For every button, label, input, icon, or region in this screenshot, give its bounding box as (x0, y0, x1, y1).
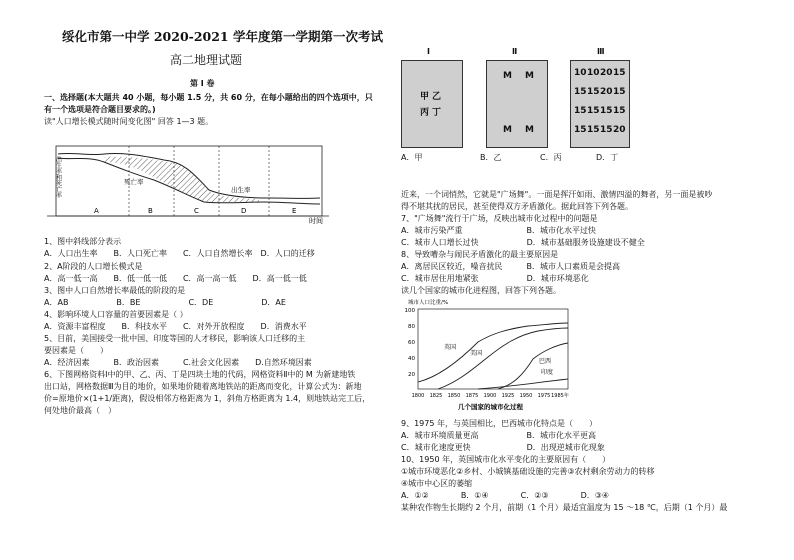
land-price-cell: 15 (600, 125, 613, 135)
question-line: 得不堪其扰的居民，甚至使得双方矛盾激化。据此回答下列各题。 (401, 202, 633, 211)
exam-title: 绥化市第一中学 2020-2021 学年度第一学期第一次考试 (62, 29, 383, 44)
question-line: 4、影响环境人口容量的首要因素是（ ） (44, 310, 188, 319)
chart-frame (418, 309, 568, 389)
series-india-line (478, 379, 568, 389)
series-label: 巴西 (539, 358, 552, 365)
question-line: 何处地价最高（ ） (44, 406, 116, 415)
stage-label: D (241, 207, 247, 215)
chart-title: 城市人口比重/% (408, 300, 449, 306)
x-tick: 1925 (501, 393, 515, 399)
x-tick: 1825 (429, 393, 443, 399)
y-tick: 20 (408, 372, 415, 378)
question-line: 某种农作物生长期约 2 个月，前期（1 个月）最适宜温度为 15 ～18 ℃，后期（1 个月）最 (401, 503, 728, 512)
question-line: C．城市人口增长过快 D．城市基础服务设施建设不健全 (401, 238, 645, 247)
stage-label: C (194, 207, 199, 215)
land-price-cell: 15 (587, 87, 600, 97)
question-line: ①城市环境恶化②乡村、小城镇基础设施的完善③农村剩余劳动力的转移 (401, 467, 655, 476)
question-line: 8、导致嘈杂与闹民矛盾激化的最主要原因是 (401, 250, 559, 259)
birth-rate-label: 出生率 (231, 186, 251, 194)
x-tick: 1875 (465, 393, 479, 399)
stage-label: E (292, 207, 297, 215)
x-tick: 1975 (537, 393, 551, 399)
x-tick: 1950 (519, 393, 533, 399)
section-heading: 一、选择题(本大题共 40 小题，每小题 1.5 分，共 60 分，在每小题给出的四个选项中，只 (44, 93, 373, 102)
question-line: 7、"广场舞"流行于广场，反映出城市化过程中的问题是 (401, 214, 598, 223)
x-tick: 1850 (447, 393, 461, 399)
chart-caption: 几个国家的城市化过程 (458, 403, 523, 411)
question-line: 价=原地价×(1+1/距离)，假设相邻方格距离为 1，斜角方格距离为 1.4，则地铁站完工后， (44, 394, 371, 403)
plot-label: 丁 (432, 108, 442, 118)
question-line: A．资源丰富程度 B．科技水平 C．对外开放程度 D．消费水平 (44, 322, 307, 331)
series-brazil-line (498, 343, 568, 389)
question-line: 1、图中斜线部分表示 (44, 237, 122, 246)
question-line: A．城市环境质量更高 B．城市化水平更高 (401, 431, 596, 440)
question-line: 6、下图网格资料Ⅰ中的甲、乙、丙、丁是四块土地的代码，网格资料Ⅱ中的 M 为新建地铁 (44, 370, 356, 379)
metro-marker: M (525, 71, 534, 81)
y-tick: 100 (404, 308, 415, 314)
series-label: 印度 (541, 369, 554, 376)
y-tick: 40 (408, 356, 415, 362)
y-tick: 60 (408, 340, 415, 346)
stage-label: B (148, 207, 153, 215)
plot-label: 甲 (420, 92, 430, 102)
x-tick: 1800 (411, 393, 425, 399)
question-line: A．经济因素 B．政治因素 C.社会文化因素 D.自然环境因素 (44, 358, 312, 367)
population-growth-chart (44, 132, 334, 224)
question-line: A．高一低一高 B．低一低一低 C．高一高一低 D．高一低一低 (44, 274, 307, 283)
question-line: 5、目前，美国接受一批中国、印度等国的人才移民，影响该人口迁移的主 (44, 334, 306, 343)
land-price-cell: 10 (587, 68, 600, 78)
question-line: A．城市污染严重 B．城市化水平过快 (401, 226, 596, 235)
grid-option: A．甲 (401, 153, 423, 162)
exam-subtitle: 高二地理试题 (170, 53, 243, 67)
land-price-cell: 15 (613, 87, 626, 97)
question-line: 读几个国家的城市化进程图，回答下列各题。 (401, 286, 561, 295)
question-line: C．城市居住用地紧张 D．城市环境恶化 (401, 274, 589, 283)
land-price-cell: 15 (587, 125, 600, 135)
y-tick: 80 (408, 324, 415, 330)
grid-ii (486, 60, 548, 148)
x-axis-label: 时间 (309, 217, 323, 224)
question-line: 2、A阶段的人口增长模式是 (44, 262, 143, 271)
grid-option: D．丁 (596, 153, 619, 162)
plot-label: 丙 (420, 108, 430, 118)
question-line: ④城市中心区的萎缩 (401, 479, 473, 488)
question-line: 出口站，网格数据Ⅲ为目的地价，如果地价随着离地铁站的距离而变化，计算公式为：新地 (44, 382, 362, 391)
question-line: A．①② B．①④ C．②③ D．③④ (401, 491, 610, 500)
x-tick: 1985年 (551, 393, 569, 399)
metro-marker: M (503, 71, 512, 81)
stage-label: A (94, 207, 99, 215)
x-tick: 1900 (483, 393, 497, 399)
grid-option: B．乙 (480, 153, 502, 162)
question-line: A．离居民区较近，噪音扰民 B．城市人口素质是会提高 (401, 262, 620, 271)
land-price-cell: 10 (574, 68, 587, 78)
land-price-cell: 15 (574, 125, 587, 135)
volume-label: 第 I 卷 (190, 79, 215, 88)
land-price-cell: 15 (574, 87, 587, 97)
land-price-cell: 15 (613, 68, 626, 78)
metro-marker: M (503, 125, 512, 135)
grid-option: C．丙 (540, 153, 562, 162)
series-label: 英国 (444, 344, 457, 351)
question-line: C．城市化速度更快 D．出现逆城市化现象 (401, 443, 605, 452)
land-price-cell: 15 (587, 106, 600, 116)
plot-label: 乙 (432, 92, 442, 102)
question-line: 9、1975 年，与英国相比，巴西城市化特点是（ ） (401, 419, 597, 428)
question-line: 10、1950 年，英国城市化水平变化的主要原因有（ ） (401, 455, 611, 464)
chart-intro: 读"人口增长模式随时间变化图" 回答 1—3 题。 (44, 117, 214, 126)
grid-label: Ⅰ (427, 47, 430, 56)
series-label: 美国 (470, 350, 483, 357)
grid-i (401, 60, 463, 148)
grid-label: Ⅲ (597, 47, 605, 56)
y-axis-label: 出生率和死亡率 (54, 156, 62, 198)
death-rate-label: 死亡率 (124, 178, 144, 186)
urbanization-chart (398, 297, 573, 415)
question-line: 近来，一个词悄然，它就是"广场舞"。一面是挥汗如雨、激情四溢的舞者，另一面是被吵 (401, 190, 713, 199)
grid-iii (570, 60, 630, 148)
metro-marker: M (525, 125, 534, 135)
question-line: 3、图中人口自然增长率最低的阶段的是 (44, 286, 186, 295)
land-price-cell: 20 (600, 87, 613, 97)
land-price-cell: 15 (600, 106, 613, 116)
question-line: A．AB B．BE C．DE D．AE (44, 298, 286, 307)
section-heading-2: 有一个选项是符合题目要求的。) (44, 105, 156, 114)
question-line: 要因素是（ ） (44, 346, 108, 355)
land-price-cell: 20 (613, 125, 626, 135)
land-price-cell: 15 (574, 106, 587, 116)
land-price-cell: 15 (613, 106, 626, 116)
land-price-cell: 20 (600, 68, 613, 78)
question-line: A．人口出生率 B．人口死亡率 C．人口自然增长率 D．人口的迁移 (44, 249, 315, 258)
grid-label: Ⅱ (512, 47, 518, 56)
